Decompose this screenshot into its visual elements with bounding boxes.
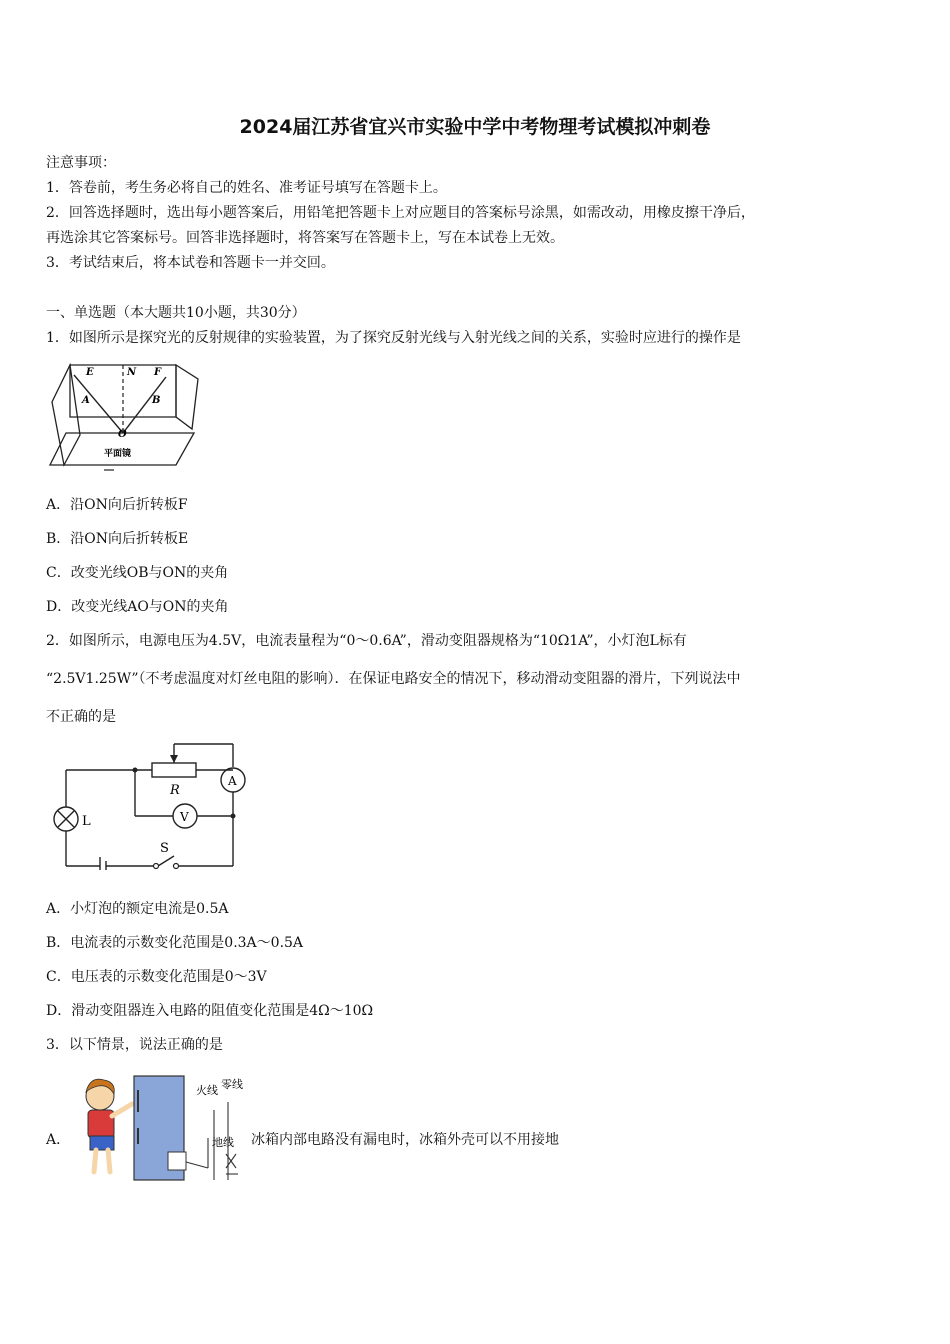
q3-option-a-label[interactable]: A． <box>46 1132 71 1148</box>
q2-stem-line: 2．如图所示，电源电压为4.5V，电流表量程为“0～0.6A”，滑动变阻器规格为“10Ω1A”，小灯泡L标有 <box>46 633 687 649</box>
q3-option-a-text[interactable]: 冰箱内部电路没有漏电时，冰箱外壳可以不用接地 <box>251 1132 559 1148</box>
ammeter-symbol: A <box>228 774 237 788</box>
neutral-wire-label: 零线 <box>221 1078 243 1091</box>
label-s: S <box>160 841 169 856</box>
label-e: E <box>86 367 94 378</box>
notice-item: 2．回答选择题时，选出每小题答案后，用铅笔把答题卡上对应题目的答案标号涂黑，如需改动，用橡皮擦干净后， <box>46 205 755 221</box>
voltmeter-symbol: V <box>180 810 189 824</box>
q1-stem: 1．如图所示是探究光的反射规律的实验装置，为了探究反射光线与入射光线之间的关系，实验时应进行的操作是 <box>46 330 741 346</box>
reflection-apparatus-figure <box>46 357 201 472</box>
q1-option-a[interactable]: A．沿ON向后折转板F <box>46 497 188 513</box>
q2-stem-line: 不正确的是 <box>46 709 116 725</box>
notice-item: 再选涂其它答案标号。回答非选择题时，将答案写在答题卡上，写在本试卷上无效。 <box>46 230 564 246</box>
notice-heading: 注意事项： <box>46 155 116 171</box>
notice-item: 3．考试结束后，将本试卷和答题卡一并交回。 <box>46 255 335 271</box>
q2-option-c[interactable]: C．电压表的示数变化范围是0～3V <box>46 969 267 985</box>
section-heading: 一、单选题（本大题共10小题，共30分） <box>46 305 306 321</box>
label-b: B <box>152 395 161 406</box>
label-n: N <box>127 367 137 378</box>
label-a: A <box>82 395 90 406</box>
q1-option-d[interactable]: D．改变光线AO与ON的夹角 <box>46 599 229 615</box>
q2-option-d[interactable]: D．滑动变阻器连入电路的阻值变化范围是4Ω～10Ω <box>46 1003 374 1019</box>
q2-option-a[interactable]: A．小灯泡的额定电流是0.5A <box>46 901 229 917</box>
q1-option-c[interactable]: C．改变光线OB与ON的夹角 <box>46 565 229 581</box>
label-mirror: 平面镜 <box>104 449 132 459</box>
circuit-diagram-figure <box>46 738 251 870</box>
ground-wire-label: 地线 <box>212 1136 234 1149</box>
label-o: O <box>118 429 127 440</box>
notice-item: 1．答卷前，考生务必将自己的姓名、准考证号填写在答题卡上。 <box>46 180 447 196</box>
label-l: L <box>82 814 91 829</box>
live-wire-label: 火线 <box>196 1084 218 1097</box>
label-r: R <box>170 783 180 798</box>
q1-option-b[interactable]: B．沿ON向后折转板E <box>46 531 189 547</box>
q3-stem: 3．以下情景，说法正确的是 <box>46 1037 223 1053</box>
refrigerator-grounding-figure <box>76 1072 246 1184</box>
q2-option-b[interactable]: B．电流表的示数变化范围是0.3A～0.5A <box>46 935 304 951</box>
label-f: F <box>154 367 162 378</box>
page-title: 2024届江苏省宜兴市实验中学中考物理考试模拟冲刺卷 <box>239 116 711 138</box>
q2-stem-line: “2.5V1.25W”（不考虑温度对灯丝电阻的影响）．在保证电路安全的情况下，移动滑动变阻器的滑片，下列说法中 <box>46 671 741 687</box>
